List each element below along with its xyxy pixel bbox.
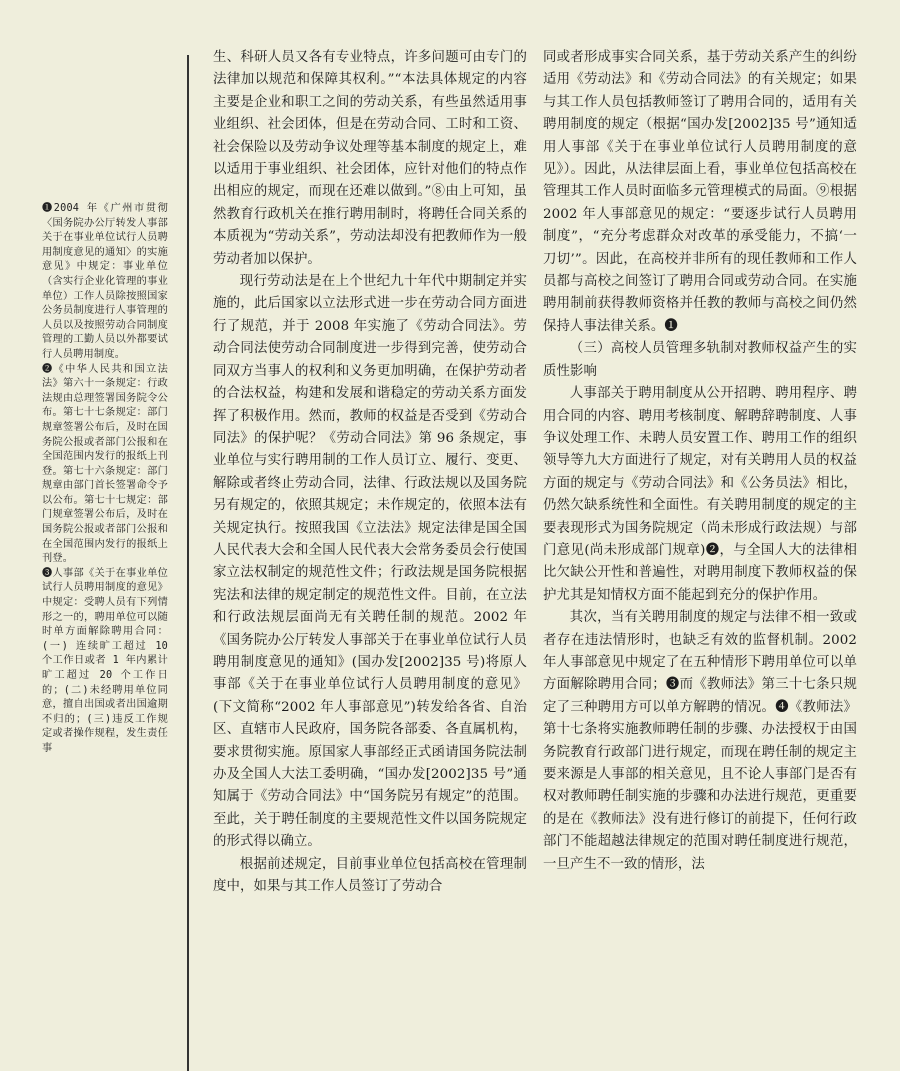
column-divider (187, 55, 189, 1071)
footnote-3: ❸人事部《关于在事业单位试行人员聘用制度的意见》中规定：受聘人员有下列情形之一的，聘用单位可以随时单方面解除聘用合同：(一) 连续旷工超过 10 个工作日或者 1 年内累计旷工超过 20 个工作日的；(二)未经聘用单位同意，擅自出国或者出国逾期不归的；(三)违反工作规定或者操作规程，发生责任事 (42, 567, 168, 754)
paragraph: 生、科研人员又各有专业特点，许多问题可由专门的法律加以规范和保障其权利。”“本法具体规定的内容主要是企业和职工之间的劳动关系，有些虽然适用事业组织、社会团体，但是在劳动合同、工时和工资、社会保险以及劳动争议处理等基本制度的规定上，难以适用于事业组织、社会团体，应针对他们的特点作出相应的规定，而现在还难以做到。”⑧由上可知，虽然教育行政机关在推行聘用制时，将聘任合同关系的本质视为“劳动关系”，劳动法却没有把教师作为一般劳动者加以保护。 (213, 50, 527, 267)
footnote-column (42, 202, 168, 757)
footnote-1: ❶2004 年《广州市贯彻〈国务院办公厅转发人事部关于在事业单位试行人员聘用制度意见的通知〉的实施意见》中规定：事业单位（含实行企业化管理的事业单位）工作人员除按照国家公务员制度进行人事管理的人员以及按照劳动合同制度管理的工勤人员以外都要试行人员聘用制度。 (42, 203, 168, 360)
paragraph: 现行劳动法是在上个世纪九十年代中期制定并实施的，此后国家以立法形式进一步在劳动合同方面进行了规范，并于 2008 年实施了《劳动合同法》。劳动合同法使劳动合同制度进一步得到完善，使劳动合同双方当事人的权利和义务更加明确，在保护劳动者的合法权益，构建和发展和谐稳定的劳动关系方面发挥了积极作用。然而，教师的权益是否受到《劳动合同法》的保护呢？《劳动合同法》第 96 条规定，事业单位与实行聘用制的工作人员订立、履行、变更、解除或者终止劳动合同，法律、行政法规以及国务院另有规定的，依照其规定；未作规定的，依照本法有关规定执行。按照我国《立法法》规定法律是国全国人民代表大会和全国人民代表大会常务委员会行使国家立法权制定的规范性文件；行政法规是国务院根据宪法和法律的规定制定的规范性文件。目前，在立法和行政法规层面尚无有关聘任制的规范。2002 年《国务院办公厅转发人事部关于在事业单位试行人员聘用制度意见的通知》(国办发[2002]35 号)将原人事部《关于在事业单位试行人员聘用制度的意见》(下文简称“2002 年人事部意见”)转发给各省、自治区、直辖市人民政府，国务院各部委、各直属机构，要求贯彻实施。原国家人事部经正式函请国务院法制办及全国人大法工委明确，“国办发[2002]35 号”通知属于《劳动合同法》中“国务院另有规定”的范围。至此，关于聘任制度的主要规范性文件以国务院规定的形式得以确立。 (213, 274, 527, 850)
section-heading: （三）高校人员管理多轨制对教师权益产生的实质性影响 (543, 341, 857, 379)
body-column-middle (213, 47, 527, 898)
paragraph: 根据前述规定，目前事业单位包括高校在管理制度中，如果与其工作人员签订了劳动合 (213, 856, 527, 895)
body-column-right (543, 47, 857, 876)
footnote-2: ❷《中华人民共和国立法法》第六十一条规定：行政法规由总理签署国务院令公布。第七十七条规定：部门规章签署公布后，及时在国务院公报或者部门公报和在全国范围内发行的报纸上刊登。第七十六条规定：部门规章由部门首长签署命令予以公布。第七十七规定：部门规章签署公布后，及时在国务院公报或者部门公报和在全国范围内发行的报纸上刊登。 (42, 363, 168, 565)
paragraph: 同或者形成事实合同关系，基于劳动关系产生的纠纷适用《劳动法》和《劳动合同法》的有关规定；如果与其工作人员包括教师签订了聘用合同的，适用有关聘用制度的规定（根据“国办发[2002]35 号”通知适用人事部《关于在事业单位试行人员聘用制度的意见》）。因此，从法律层面上看，事业单位包括高校在管理其工作人员时面临多元管理模式的局面。⑨根据 2002 年人事部意见的规定：“要逐步试行人员聘用制度”，“充分考虑群众对改革的承受能力，不搞‘一刀切’”。因此，在高校并非所有的现任教师和工作人员都与高校之间签订了聘用合同或劳动合同。在实施聘用制前获得教师资格并任教的教师与高校之间仍然保持人事法律关系。❶ (543, 50, 857, 334)
paragraph: 其次，当有关聘用制度的规定与法律不相一致或者存在违法情形时，也缺乏有效的监督机制。2002 年人事部意见中规定了在五种情形下聘用单位可以单方面解除聘用合同；❸而《教师法》第三十七条只规定了三种聘用方可以单方解聘的情况。❹《教师法》第十七条将实施教师聘任制的步骤、办法授权于由国务院教育行政部门进行规定，而现在聘任制的规定主要来源是人事部的相关意见，且不论人事部门是否有权对教师聘任制实施的步骤和办法进行规范，更重要的是在《教师法》没有进行修订的前提下，任何行政部门不能超越法律规定的范围对聘任制度进行规范，一旦产生不一致的情形，法 (543, 610, 857, 872)
paragraph: 人事部关于聘用制度从公开招聘、聘用程序、聘用合同的内容、聘用考核制度、解聘辞聘制度、人事争议处理工作、未聘人员安置工作、聘用工作的组织领导等九大方面进行了规定，对有关聘用人员的权益方面的规定与《劳动合同法》和《公务员法》相比，仍然欠缺系统性和全面性。有关聘用制度的规定的主要表现形式为国务院规定（尚未形成行政法规）与部门意见(尚未形成部门规章)❷，与全国人大的法律相比欠缺公开性和普遍性，对聘用制度下教师权益的保护尤其是知情权方面不能起到充分的保护作用。 (543, 386, 857, 603)
